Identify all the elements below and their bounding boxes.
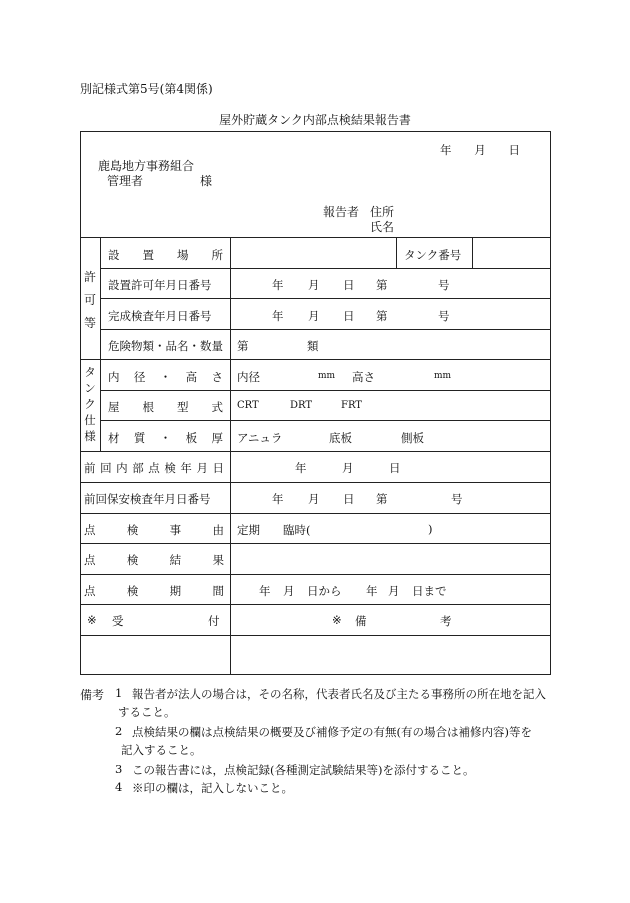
- prev-safety-inspection-field[interactable]: 年 月 日 第 号: [272, 492, 463, 506]
- roof-type-label: 屋 根 型 式: [108, 400, 223, 414]
- material-thickness-label: 材 質 ・ 板 厚: [108, 431, 223, 445]
- note-text: 点検結果の欄は点検結果の概要及び補修予定の有無(有の場合は補修内容)等を: [132, 725, 532, 739]
- reception-marker: ※: [87, 613, 97, 627]
- document-title: 屋外貯蔵タンク内部点検結果報告書: [219, 113, 411, 127]
- reason-periodic[interactable]: 定期: [237, 523, 260, 537]
- report-date[interactable]: 年 月 日: [440, 143, 520, 157]
- note-number: 1: [115, 686, 123, 700]
- reception-label: 受: [112, 614, 124, 628]
- inspection-reason-label: 点 検 事 由: [84, 523, 224, 537]
- note-number: 2: [115, 724, 123, 738]
- note-text: この報告書には，点検記録(各種測定試験結果等)を添付すること。: [132, 763, 475, 777]
- note-text: 報告者が法人の場合は，その名称，代表者氏名及び主たる事務所の所在地を記入: [132, 687, 546, 701]
- remarks-marker: ※: [332, 613, 342, 627]
- install-permit-field[interactable]: 年 月 日 第 号: [272, 278, 450, 292]
- reception-field: [81, 636, 230, 674]
- material-thickness-field[interactable]: アニュラ 底板 側板: [237, 431, 424, 445]
- inspection-result-label: 点 検 結 果: [84, 553, 224, 567]
- inspection-period-label: 点 検 期 間: [84, 584, 224, 598]
- note-number: 4: [115, 780, 123, 794]
- note-text-cont: 記入すること。: [121, 743, 202, 757]
- remarks-field: [231, 636, 550, 674]
- permit-group-label: 許 可 等: [83, 270, 96, 330]
- prev-safety-inspection-label: 前回保安検査年月日番号: [84, 492, 211, 506]
- note-text-cont: すること。: [118, 705, 176, 719]
- roof-option-frt[interactable]: FRT: [341, 400, 362, 411]
- location-field[interactable]: [231, 238, 395, 268]
- honorific: 様: [200, 174, 213, 188]
- tank-number-label: タンク番号: [404, 248, 462, 262]
- roof-option-crt[interactable]: CRT: [237, 400, 259, 411]
- completion-inspection-label: 完成検査年月日番号: [108, 309, 212, 323]
- diameter-height-label: 内 径 ・ 高 さ: [108, 370, 223, 384]
- hazmat-label: 危険物類・品名・数量: [108, 339, 223, 353]
- roof-type-field: [231, 391, 550, 420]
- prev-internal-inspection-label: 前 回 内 部 点 検 年 月 日: [84, 461, 224, 475]
- hazmat-field[interactable]: 第 類: [237, 339, 319, 353]
- install-permit-label: 設置許可年月日番号: [108, 278, 212, 292]
- address-label[interactable]: 住所: [370, 205, 395, 219]
- manager-label: 管理者: [107, 174, 144, 188]
- notes-label: 備考: [80, 688, 105, 702]
- note-text: ※印の欄は，記入しないこと。: [132, 781, 293, 795]
- addressee: 鹿島地方事務組合: [98, 159, 195, 173]
- inspection-result-field[interactable]: [231, 544, 550, 574]
- completion-inspection-field[interactable]: 年 月 日 第 号: [272, 309, 450, 323]
- inspection-reason-field[interactable]: 定期 臨時( ): [237, 522, 433, 537]
- tank-number-field[interactable]: [473, 238, 550, 268]
- location-label: 設 置 場 所: [108, 248, 223, 262]
- reason-temporary[interactable]: 臨時(: [283, 523, 311, 537]
- note-number: 3: [115, 762, 123, 776]
- prev-internal-inspection-field[interactable]: 年 月 日: [295, 461, 401, 475]
- inspection-period-field[interactable]: 年 月 日から 年 月 日まで: [259, 584, 447, 598]
- diameter-height-field[interactable]: 内径 mm 高さ mm: [237, 370, 452, 384]
- tank-spec-group-label: タ ン ク 仕 様: [84, 365, 96, 443]
- roof-option-drt[interactable]: DRT: [290, 400, 313, 411]
- reporter-label: 報告者: [323, 205, 360, 219]
- form-number: 別記様式第5号(第4関係): [80, 82, 213, 96]
- name-label[interactable]: 氏名: [370, 220, 395, 234]
- remarks-label: 備: [355, 614, 367, 628]
